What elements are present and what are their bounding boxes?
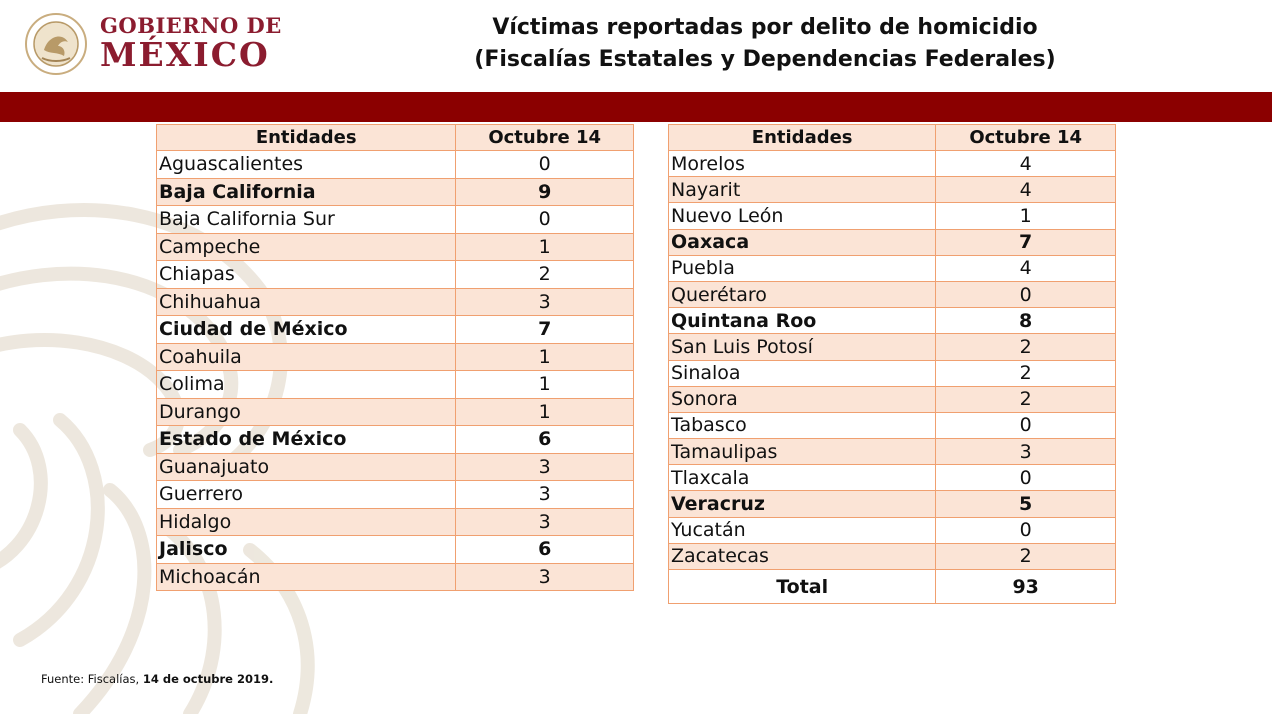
entidad-cell: Colima	[157, 371, 456, 399]
entidad-cell: Querétaro	[669, 281, 936, 307]
value-cell: 0	[936, 465, 1116, 491]
table-row	[669, 308, 1116, 334]
table-row	[157, 206, 634, 234]
table-row	[669, 439, 1116, 465]
entidad-cell: Sinaloa	[669, 360, 936, 386]
value-cell: 0	[456, 151, 634, 179]
total-value: 93	[936, 570, 1116, 604]
table-row	[157, 316, 634, 344]
table-right	[668, 124, 1116, 604]
value-cell: 7	[456, 316, 634, 344]
entidad-cell: Estado de México	[157, 426, 456, 454]
source-date: 14 de octubre 2019.	[142, 672, 274, 686]
entidad-cell: Guerrero	[157, 481, 456, 509]
entidad-cell: San Luis Potosí	[669, 334, 936, 360]
value-cell: 3	[456, 288, 634, 316]
page-title	[440, 12, 1090, 76]
table-row	[157, 398, 634, 426]
table-row	[669, 334, 1116, 360]
table-row	[669, 360, 1116, 386]
table-row	[669, 255, 1116, 281]
title-line-2: (Fiscalías Estatales y Dependencias Federales)	[474, 47, 1056, 72]
table-left	[156, 124, 634, 591]
table-row	[669, 412, 1116, 438]
value-cell: 1	[456, 343, 634, 371]
value-cell: 3	[456, 481, 634, 509]
entidad-cell: Chihuahua	[157, 288, 456, 316]
table-header-row	[157, 125, 634, 151]
value-cell: 5	[936, 491, 1116, 517]
entidad-cell: Oaxaca	[669, 229, 936, 255]
logo-line-1: GOBIERNO DE	[100, 13, 282, 38]
logo-line-2: MÉXICO	[100, 35, 270, 74]
table-row	[669, 203, 1116, 229]
table-row	[157, 563, 634, 591]
entidad-cell: Puebla	[669, 255, 936, 281]
entidad-cell: Ciudad de México	[157, 316, 456, 344]
value-cell: 4	[936, 177, 1116, 203]
value-cell: 0	[936, 517, 1116, 543]
entidad-cell: Tamaulipas	[669, 439, 936, 465]
entidad-cell: Campeche	[157, 233, 456, 261]
table-row	[669, 229, 1116, 255]
table-row	[669, 386, 1116, 412]
table-row	[157, 481, 634, 509]
table-row	[157, 288, 634, 316]
value-cell: 2	[456, 261, 634, 289]
entidad-cell: Baja California	[157, 178, 456, 206]
entidad-cell: Nayarit	[669, 177, 936, 203]
value-cell: 8	[936, 308, 1116, 334]
table-row	[669, 491, 1116, 517]
column-header-entidades: Entidades	[669, 125, 936, 151]
entidad-cell: Yucatán	[669, 517, 936, 543]
value-cell: 1	[936, 203, 1116, 229]
header-band	[0, 92, 1272, 122]
table-row	[669, 281, 1116, 307]
value-cell: 1	[456, 371, 634, 399]
entidad-cell: Hidalgo	[157, 508, 456, 536]
value-cell: 3	[456, 453, 634, 481]
table-row	[157, 508, 634, 536]
table-header-row	[669, 125, 1116, 151]
table-row	[157, 261, 634, 289]
value-cell: 1	[456, 398, 634, 426]
table-row	[157, 343, 634, 371]
entidad-cell: Chiapas	[157, 261, 456, 289]
value-cell: 2	[936, 543, 1116, 569]
column-header-entidades: Entidades	[157, 125, 456, 151]
entidad-cell: Sonora	[669, 386, 936, 412]
entidad-cell: Tabasco	[669, 412, 936, 438]
value-cell: 4	[936, 255, 1116, 281]
entidad-cell: Nuevo León	[669, 203, 936, 229]
title-line-1: Víctimas reportadas por delito de homicidio	[492, 15, 1038, 40]
entidad-cell: Veracruz	[669, 491, 936, 517]
table-row	[669, 465, 1116, 491]
table-row	[157, 151, 634, 179]
value-cell: 0	[456, 206, 634, 234]
total-row	[669, 570, 1116, 604]
entidad-cell: Durango	[157, 398, 456, 426]
value-cell: 6	[456, 536, 634, 564]
table-row	[157, 233, 634, 261]
entidad-cell: Michoacán	[157, 563, 456, 591]
value-cell: 7	[936, 229, 1116, 255]
entidad-cell: Guanajuato	[157, 453, 456, 481]
value-cell: 0	[936, 412, 1116, 438]
entidad-cell: Baja California Sur	[157, 206, 456, 234]
government-logo	[100, 14, 282, 72]
entidad-cell: Jalisco	[157, 536, 456, 564]
table-row	[157, 371, 634, 399]
table-row	[157, 178, 634, 206]
value-cell: 9	[456, 178, 634, 206]
table-row	[669, 151, 1116, 177]
column-header-date: Octubre 14	[456, 125, 634, 151]
entidad-cell: Aguascalientes	[157, 151, 456, 179]
table-row	[669, 517, 1116, 543]
value-cell: 3	[456, 508, 634, 536]
source-prefix: Fuente: Fiscalías,	[41, 672, 143, 686]
source-note	[41, 672, 273, 686]
entidad-cell: Morelos	[669, 151, 936, 177]
value-cell: 2	[936, 334, 1116, 360]
value-cell: 0	[936, 281, 1116, 307]
table-row	[157, 426, 634, 454]
value-cell: 2	[936, 386, 1116, 412]
value-cell: 3	[456, 563, 634, 591]
total-label: Total	[669, 570, 936, 604]
entidad-cell: Quintana Roo	[669, 308, 936, 334]
entidad-cell: Zacatecas	[669, 543, 936, 569]
value-cell: 2	[936, 360, 1116, 386]
value-cell: 6	[456, 426, 634, 454]
entidad-cell: Tlaxcala	[669, 465, 936, 491]
mexico-coat-of-arms-icon	[22, 12, 90, 76]
header	[0, 0, 1272, 92]
value-cell: 4	[936, 151, 1116, 177]
table-row	[157, 453, 634, 481]
table-row	[157, 536, 634, 564]
entidad-cell: Coahuila	[157, 343, 456, 371]
column-header-date: Octubre 14	[936, 125, 1116, 151]
table-row	[669, 543, 1116, 569]
value-cell: 3	[936, 439, 1116, 465]
table-row	[669, 177, 1116, 203]
value-cell: 1	[456, 233, 634, 261]
